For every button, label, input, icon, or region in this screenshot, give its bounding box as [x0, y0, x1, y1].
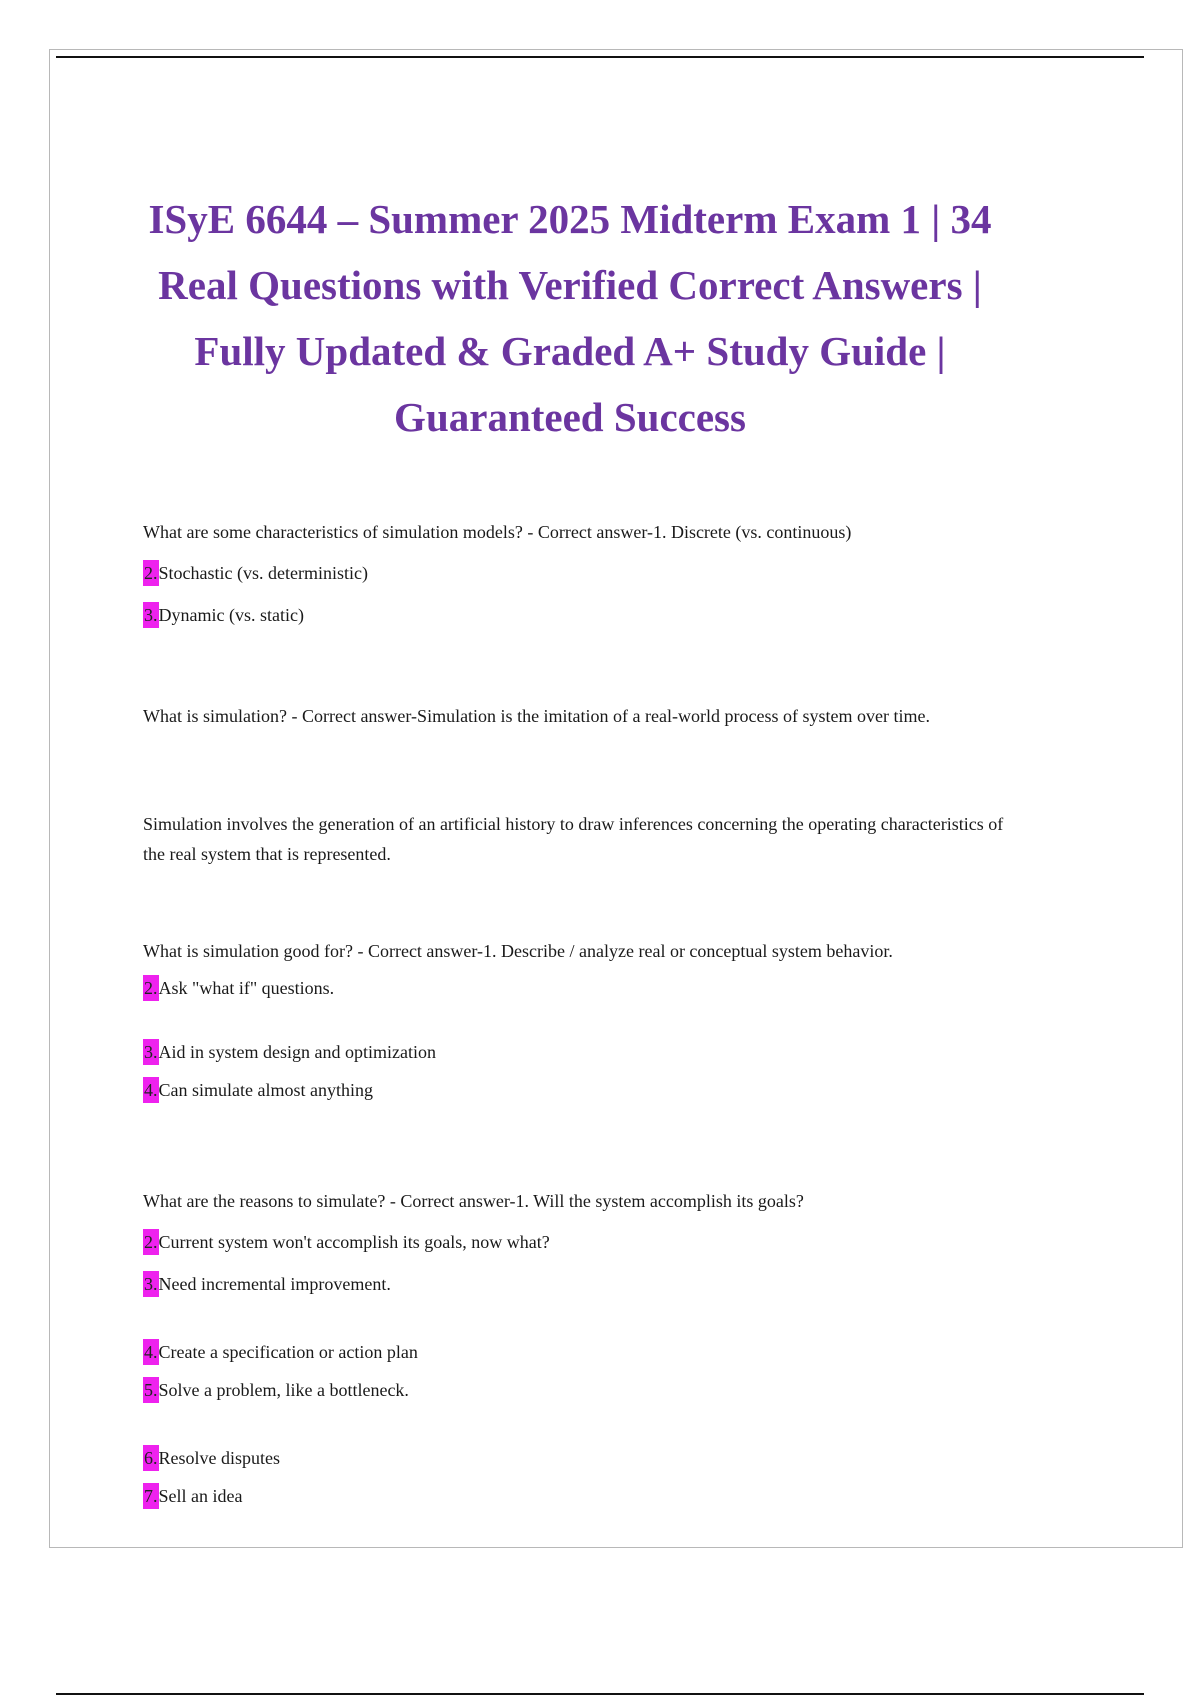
list-item	[143, 1229, 1103, 1255]
list-item	[143, 1483, 1103, 1509]
list-item-text: Resolve disputes	[158, 1448, 280, 1468]
question-2: What is simulation? - Correct answer-Simulation is the imitation of a real-world process of system over time.	[143, 706, 930, 726]
list-item	[143, 560, 1103, 586]
bottom-rule	[56, 1693, 1144, 1695]
list-item-text: Create a specification or action plan	[158, 1342, 418, 1362]
list-item	[143, 602, 1103, 628]
list-number-highlight: 5.	[143, 1377, 159, 1403]
top-rule	[56, 56, 1144, 58]
list-item-text: Current system won't accomplish its goals, now what?	[158, 1232, 550, 1252]
list-item	[143, 1039, 1103, 1065]
list-item	[143, 1077, 1103, 1103]
list-number-highlight: 6.	[143, 1445, 159, 1471]
list-item-text: Can simulate almost anything	[158, 1080, 373, 1100]
list-item	[143, 1445, 1103, 1471]
list-item-text: Stochastic (vs. deterministic)	[158, 563, 368, 583]
answer-paragraph: Simulation involves the generation of an artificial history to draw inferences concerning the operating characteristics of the real system that is represented.	[143, 814, 1004, 864]
list-item	[143, 975, 1103, 1001]
list-item	[143, 1339, 1103, 1365]
list-number-highlight: 2.	[143, 1229, 159, 1255]
question-1: What are some characteristics of simulation models? - Correct answer-1. Discrete (vs. continuous)	[143, 522, 852, 542]
question-4: What are the reasons to simulate? - Correct answer-1. Will the system accomplish its goals?	[143, 1191, 804, 1211]
list-number-highlight: 2.	[143, 560, 159, 586]
list-item-text: Aid in system design and optimization	[158, 1042, 436, 1062]
list-number-highlight: 3.	[143, 1271, 159, 1297]
list-number-highlight: 4.	[143, 1339, 159, 1365]
list-number-highlight: 4.	[143, 1077, 159, 1103]
list-item-text: Dynamic (vs. static)	[158, 605, 304, 625]
list-item-text: Solve a problem, like a bottleneck.	[158, 1380, 409, 1400]
document-content	[143, 520, 1103, 1509]
list-number-highlight: 3.	[143, 1039, 159, 1065]
list-number-highlight: 7.	[143, 1483, 159, 1509]
list-number-highlight: 3.	[143, 602, 159, 628]
list-item-text: Ask "what if" questions.	[158, 978, 335, 998]
list-item-text: Need incremental improvement.	[158, 1274, 391, 1294]
list-item	[143, 1271, 1103, 1297]
question-3: What is simulation good for? - Correct answer-1. Describe / analyze real or conceptual system behavior.	[143, 941, 893, 961]
list-item-text: Sell an idea	[158, 1486, 243, 1506]
list-item	[143, 1377, 1103, 1403]
list-number-highlight: 2.	[143, 975, 159, 1001]
document-title: ISyE 6644 – Summer 2025 Midterm Exam 1 | 34 Real Questions with Verified Correct Answers | Fully Updated & Graded A+ Study Guide | Guaranteed Success	[148, 196, 992, 440]
